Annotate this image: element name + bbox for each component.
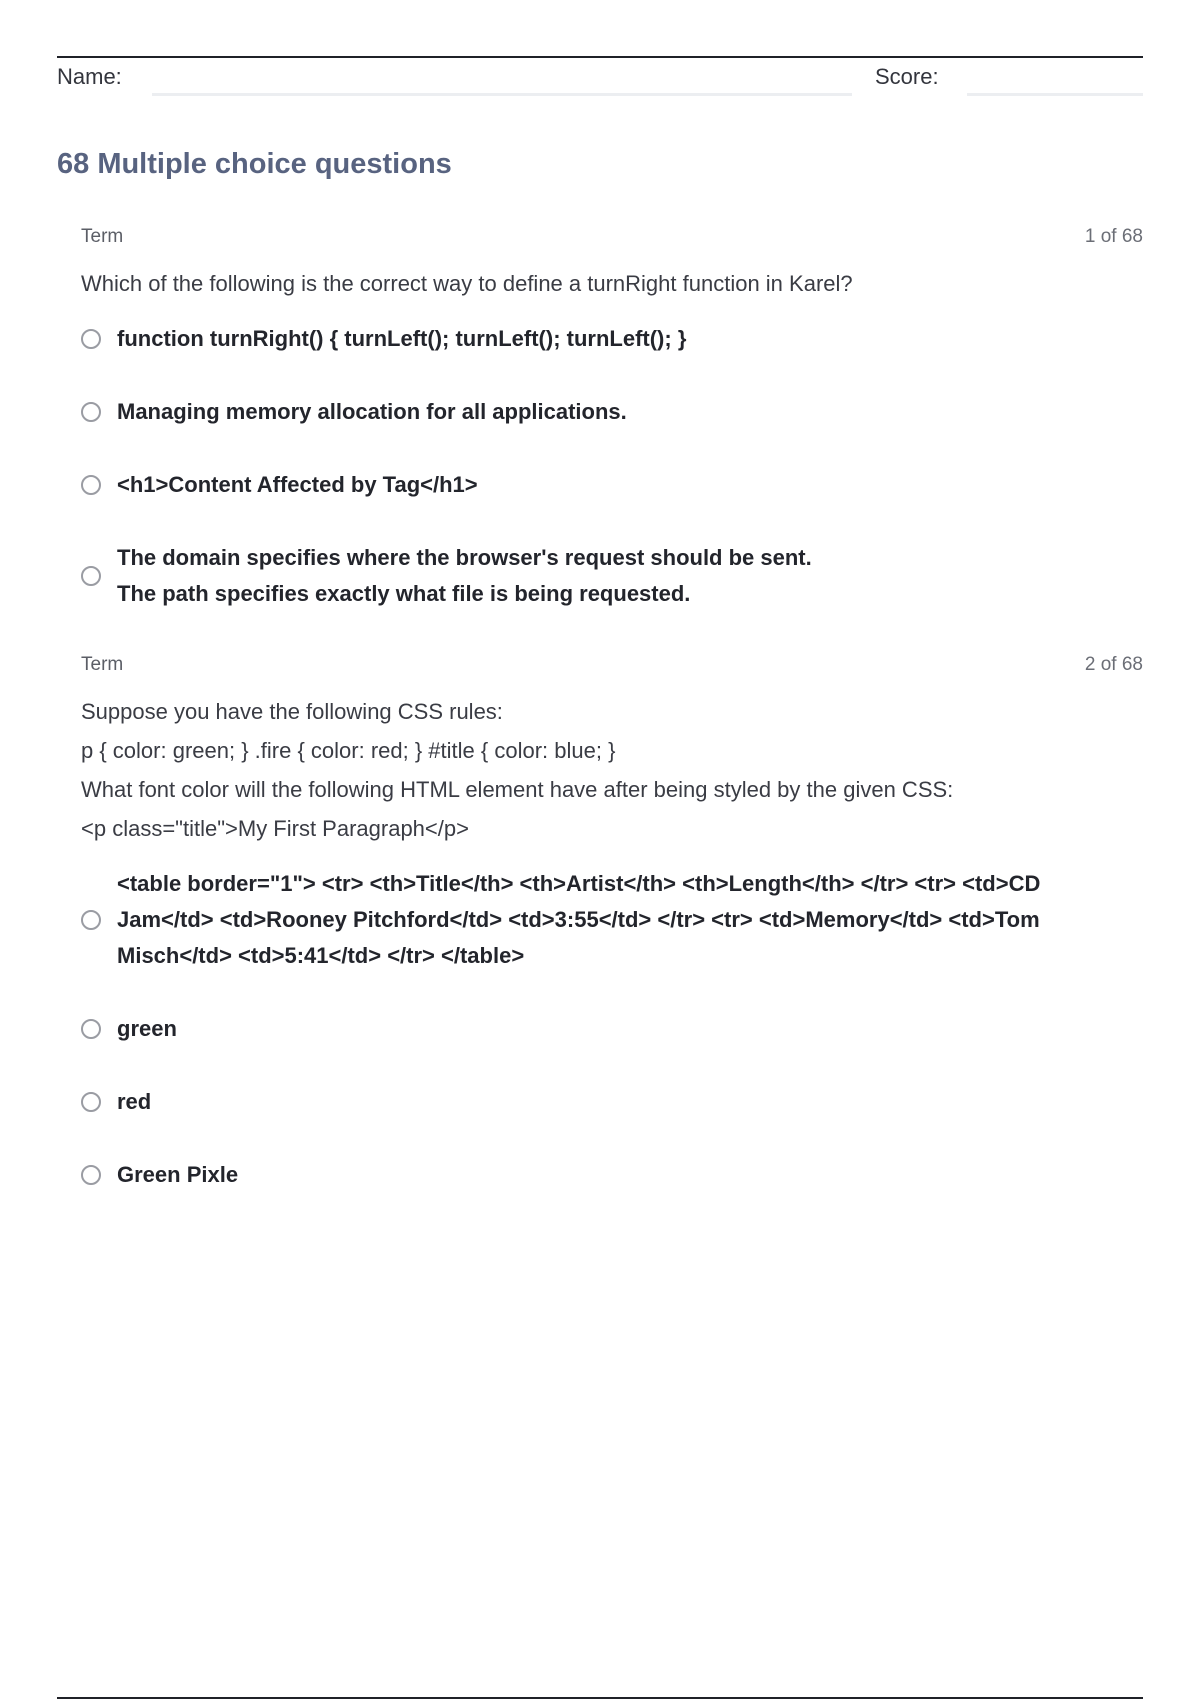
radio-button[interactable] xyxy=(81,1165,101,1185)
answer-option[interactable] xyxy=(81,866,1143,974)
prompt-line: Which of the following is the correct way to define a turnRight function in Karel? xyxy=(81,271,853,296)
section-title: 68 Multiple choice questions xyxy=(57,148,452,180)
radio-button[interactable] xyxy=(81,1092,101,1112)
worksheet-page xyxy=(57,0,1143,1700)
radio-button[interactable] xyxy=(81,1019,101,1039)
name-field[interactable] xyxy=(152,93,852,96)
question-card xyxy=(81,654,1143,1230)
answer-options xyxy=(81,321,1143,612)
question-counter: 1 of 68 xyxy=(1084,226,1143,247)
option-text: <h1>Content Affected by Tag</h1> xyxy=(117,472,478,497)
top-divider xyxy=(57,56,1143,58)
prompt-line: <p class="title">My First Paragraph</p> xyxy=(81,816,469,841)
question-card xyxy=(81,226,1143,649)
question-counter: 2 of 68 xyxy=(1084,654,1143,675)
radio-button[interactable] xyxy=(81,402,101,422)
answer-option[interactable] xyxy=(81,394,1143,430)
term-label: Term xyxy=(81,226,124,247)
option-text: red xyxy=(117,1089,152,1114)
option-text: <table border="1"> <tr> <th>Title</th> <th>Artist</th> <th>Length</th> </tr> <tr> <td>CD Jam</td> <td>Rooney Pitchford</td> <td>3:55</td> </tr> <tr> <td>Memory</td> <td>Tom Misch</td> <td>5:41</td> </tr> </table> xyxy=(117,871,1041,968)
term-label: Term xyxy=(81,654,124,675)
question-meta xyxy=(81,654,1143,680)
option-text: function turnRight() { turnLeft(); turnLeft(); turnLeft(); } xyxy=(117,326,687,351)
radio-button[interactable] xyxy=(81,475,101,495)
radio-button[interactable] xyxy=(81,566,101,586)
score-label: Score: xyxy=(875,64,939,89)
prompt-line: p { color: green; } .fire { color: red; } #title { color: blue; } xyxy=(81,738,616,763)
radio-button[interactable] xyxy=(81,329,101,349)
score-field[interactable] xyxy=(967,93,1143,96)
answer-option[interactable] xyxy=(81,540,1143,612)
option-text: The domain specifies where the browser's request should be sent. The path specifies exactly what file is being requested. xyxy=(117,545,812,606)
name-label: Name: xyxy=(57,64,122,89)
question-prompt xyxy=(81,692,1143,848)
option-text: green xyxy=(117,1016,177,1041)
option-text: Managing memory allocation for all applications. xyxy=(117,399,627,424)
answer-option[interactable] xyxy=(81,1011,1143,1047)
answer-option[interactable] xyxy=(81,1157,1143,1193)
question-meta xyxy=(81,226,1143,252)
answer-options xyxy=(81,866,1143,1193)
radio-button[interactable] xyxy=(81,910,101,930)
question-prompt xyxy=(81,264,1143,303)
bottom-divider xyxy=(57,1697,1143,1699)
answer-option[interactable] xyxy=(81,321,1143,357)
option-text: Green Pixle xyxy=(117,1162,239,1187)
answer-option[interactable] xyxy=(81,1084,1143,1120)
prompt-line: Suppose you have the following CSS rules: xyxy=(81,699,503,724)
header-row xyxy=(57,62,1143,98)
prompt-line: What font color will the following HTML element have after being styled by the given CSS: xyxy=(81,777,954,802)
answer-option[interactable] xyxy=(81,467,1143,503)
